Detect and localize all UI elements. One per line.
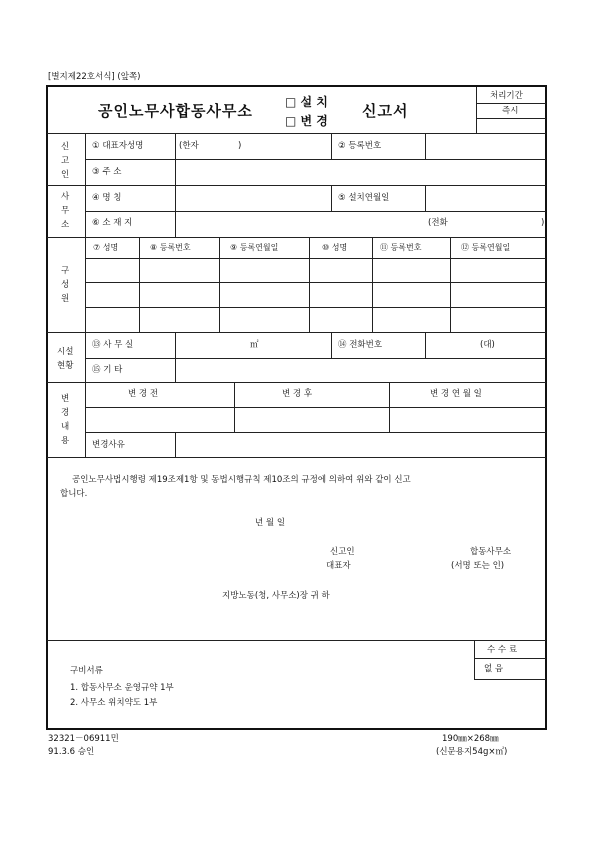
est-date-field[interactable] — [426, 186, 546, 210]
reporter-sign-label: 신고인 — [330, 547, 355, 557]
processing-label: 처리기간 — [490, 91, 523, 101]
office-group-label: 사 무 소 — [61, 192, 70, 230]
members-row-1[interactable] — [86, 259, 546, 281]
form-number: [별지제22호서식] (앞쪽) — [48, 72, 141, 82]
facility-other-label: ⑮ 기 타 — [92, 365, 123, 375]
reg-no-label: ② 등록번호 — [338, 141, 382, 151]
change-date-field[interactable] — [390, 408, 546, 432]
members-header-name-2: ⑩ 성명 — [322, 243, 348, 252]
location-field[interactable] — [176, 212, 426, 236]
address-field[interactable] — [176, 160, 546, 184]
rep-sign-label: 대표자 — [326, 561, 351, 571]
facility-group-label: 시설 현황 — [57, 347, 74, 371]
attachment-item-1: 1. 합동사무소 운영규약 1부 — [70, 683, 174, 693]
footer-code: 32321－06911민 — [48, 734, 119, 744]
reg-no-field[interactable] — [426, 134, 546, 158]
location-phone-open: (전화 — [428, 218, 448, 228]
facility-phone-unit: (대) — [480, 340, 495, 350]
hanja-label[interactable]: (한자 — [179, 141, 199, 151]
footer-paper: (신문용지54g×㎡) — [436, 747, 508, 757]
change-date-header: 변 경 연 월 일 — [430, 389, 482, 399]
fee-value: 없 음 — [484, 664, 504, 674]
option-install[interactable]: □ 설 치 — [285, 95, 328, 109]
attachments-title: 구비서류 — [70, 666, 103, 676]
est-date-label: ⑤ 설치연월일 — [338, 193, 390, 203]
attachment-item-2: 2. 사무소 위치약도 1부 — [70, 698, 158, 708]
statement-text-2: 합니다. — [60, 489, 88, 499]
change-after-header: 변 경 후 — [282, 389, 313, 399]
form-title-suffix: 신고서 — [362, 102, 409, 120]
members-row-3[interactable] — [86, 308, 546, 331]
members-group-label: 구 성 원 — [61, 266, 70, 304]
signature-hint[interactable]: (서명 또는 인) — [451, 561, 505, 571]
facility-other-field[interactable] — [176, 359, 546, 382]
option-change[interactable]: □ 변 경 — [285, 114, 328, 128]
joint-office-suffix: 합동사무소 — [470, 547, 512, 557]
address-label: ③ 주 소 — [92, 167, 122, 177]
footer-size: 190㎜×268㎜ — [442, 734, 499, 744]
office-area-unit: ㎡ — [250, 340, 259, 350]
office-name-label: ④ 명 칭 — [92, 193, 122, 203]
fee-label: 수 수 료 — [487, 645, 518, 655]
members-header-regno-1: ⑧ 등록번호 — [150, 243, 191, 252]
rep-name-label: ① 대표자성명 — [92, 141, 144, 151]
change-reason-field[interactable] — [176, 433, 546, 457]
form-title: 공인노무사합동사무소 — [98, 102, 253, 120]
change-before-field[interactable] — [86, 408, 234, 432]
date-line[interactable]: 년 월 일 — [255, 518, 286, 528]
hanja-close: ) — [238, 141, 242, 151]
facility-phone-label: ⑭ 전화번호 — [338, 340, 383, 350]
members-row-2[interactable] — [86, 283, 546, 306]
office-area-label: ⑬ 사 무 실 — [92, 340, 134, 350]
location-label: ⑥ 소 재 지 — [92, 218, 133, 228]
statement-text-1: 공인노무사법시행령 제19조제1항 및 동법시행규칙 제10조의 규정에 의하여 위와 같이 신고 — [72, 475, 411, 485]
location-phone-close: ) — [541, 218, 545, 228]
footer-approval: 91.3.6 승인 — [48, 747, 95, 757]
members-header-regdate-2: ⑫ 등록연월일 — [461, 243, 511, 252]
members-header-name-1: ⑦ 성명 — [93, 243, 119, 252]
office-name-field[interactable] — [176, 186, 330, 210]
addressee: 지방노동(청, 사무소)장 귀 하 — [222, 591, 330, 601]
members-header-regdate-1: ⑨ 등록연월일 — [230, 243, 279, 252]
change-after-field[interactable] — [235, 408, 389, 432]
changes-group-label: 변 경 내 용 — [61, 394, 70, 446]
reporter-group-label: 신 고 인 — [61, 142, 70, 180]
members-header-regno-2: ⑪ 등록번호 — [380, 243, 422, 252]
change-reason-label: 변경사유 — [92, 440, 125, 450]
processing-value: 즉시 — [502, 106, 519, 116]
change-before-header: 변 경 전 — [128, 389, 159, 399]
